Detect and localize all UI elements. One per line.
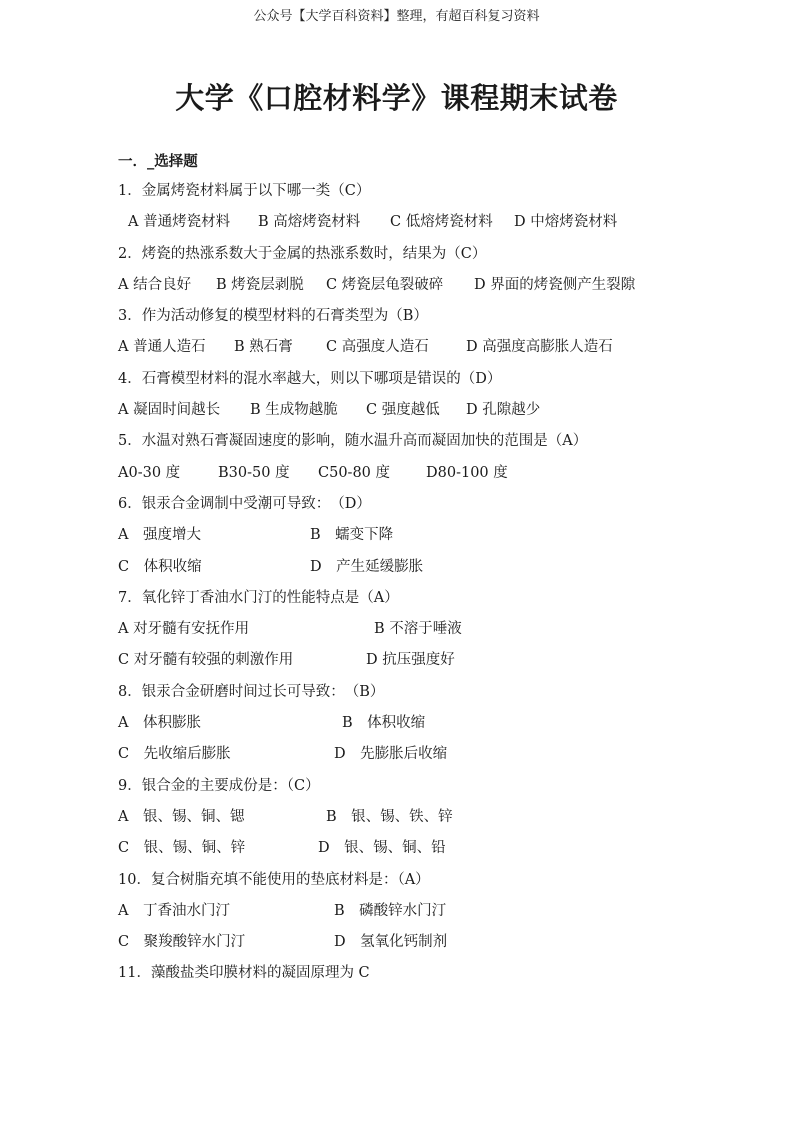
- question-stem: 6．银汞合金调制中受潮可导致： （D）: [118, 495, 371, 512]
- question-stem: 5．水温对熟石膏凝固速度的影响，随水温升高而凝固加快的范围是（A）: [118, 433, 588, 450]
- option-c: C 聚羧酸锌水门汀: [118, 934, 246, 951]
- question-stem: 3．作为活动修复的模型材料的石膏类型为（B）: [118, 308, 428, 325]
- option-d: D 中熔烤瓷材料: [514, 214, 618, 231]
- option-row: [118, 458, 738, 489]
- option-b: B 磷酸锌水门汀: [334, 902, 447, 919]
- option-c: C 体积收缩: [118, 558, 202, 575]
- option-a: A0-30 度: [118, 464, 181, 481]
- option-c: C 高强度人造石: [326, 339, 429, 356]
- option-c: C 强度越低: [366, 402, 440, 419]
- option-d: D 孔隙越少: [466, 402, 541, 419]
- option-c: C 烤瓷层龟裂破碎: [326, 276, 444, 293]
- question-stem: 7．氧化锌丁香油水门汀的性能特点是（A）: [118, 589, 399, 606]
- option-b: B 高熔烤瓷材料: [258, 214, 361, 231]
- option-b: B 蠕变下降: [310, 527, 394, 544]
- option-d: D 氢氧化钙制剂: [334, 934, 448, 951]
- option-a: A 体积膨胀: [118, 715, 201, 732]
- option-row: [118, 708, 738, 739]
- question-stem: 8．银汞合金研磨时间过长可导致： （B）: [118, 683, 385, 700]
- option-b: B 银、锡、铁、锌: [326, 808, 453, 825]
- option-a: A 对牙髓有安抚作用: [118, 621, 250, 638]
- option-d: D 高强度高膨胀人造石: [466, 339, 613, 356]
- section-heading: 一．_选择题: [118, 154, 198, 170]
- option-row: [118, 739, 738, 770]
- question-stem: 1．金属烤瓷材料属于以下哪一类（C）: [118, 183, 371, 199]
- option-row: [118, 896, 738, 927]
- option-a: A 丁香油水门汀: [118, 902, 230, 919]
- option-d: D 抗压强度好: [366, 652, 455, 669]
- option-b: B 不溶于唾液: [374, 621, 462, 638]
- option-c: C 低熔烤瓷材料: [390, 214, 493, 231]
- option-row: [118, 614, 738, 645]
- option-row: [118, 802, 738, 833]
- option-a: A 普通烤瓷材料: [128, 214, 231, 231]
- option-b: B 烤瓷层剥脱: [216, 276, 304, 293]
- option-a: A 强度增大: [118, 527, 201, 544]
- option-row: [118, 552, 738, 583]
- option-d: D80-100 度: [426, 464, 508, 481]
- option-row: [118, 395, 738, 426]
- option-row: [118, 332, 738, 363]
- option-c: C 银、锡、铜、锌: [118, 840, 246, 857]
- question-stem: 11．藻酸盐类印膜材料的凝固原理为 C: [118, 965, 370, 982]
- option-row: [118, 520, 738, 551]
- option-b: B 体积收缩: [342, 715, 426, 732]
- option-row: [118, 645, 738, 676]
- question-stem: 4．石膏模型材料的混水率越大，则以下哪项是错误的（D）: [118, 370, 502, 387]
- option-a: A 结合良好: [118, 276, 192, 293]
- question-list: [118, 176, 738, 990]
- option-row: [118, 270, 738, 301]
- option-d: D 产生延缓膨胀: [310, 558, 424, 575]
- option-a: A 银、锡、铜、锶: [118, 808, 245, 825]
- option-d: D 界面的烤瓷侧产生裂隙: [474, 276, 636, 293]
- question-stem: 9．银合金的主要成份是：（C）: [118, 777, 320, 794]
- option-a: A 普通人造石: [118, 339, 206, 356]
- option-c: C50-80 度: [318, 464, 391, 481]
- option-c: C 先收缩后膨胀: [118, 746, 231, 763]
- option-a: A 凝固时间越长: [118, 402, 221, 419]
- option-b: B 熟石膏: [234, 339, 293, 356]
- option-b: B30-50 度: [218, 464, 290, 481]
- option-row: [118, 927, 738, 958]
- option-row: [118, 207, 738, 238]
- option-d: D 先膨胀后收缩: [334, 746, 448, 763]
- option-c: C 对牙髓有较强的刺激作用: [118, 652, 294, 669]
- question-stem: 10．复合树脂充填不能使用的垫底材料是：（A）: [118, 871, 430, 888]
- option-b: B 生成物越脆: [250, 402, 338, 419]
- option-d: D 银、锡、铜、铅: [318, 840, 446, 857]
- question-stem: 2．烤瓷的热涨系数大于金属的热涨系数时，结果为（C）: [118, 245, 487, 262]
- option-row: [118, 833, 738, 864]
- page-title: 大学《口腔材料学》课程期末试卷: [175, 81, 618, 115]
- page-header-note: 公众号【大学百科资料】整理，有超百科复习资料: [253, 9, 540, 24]
